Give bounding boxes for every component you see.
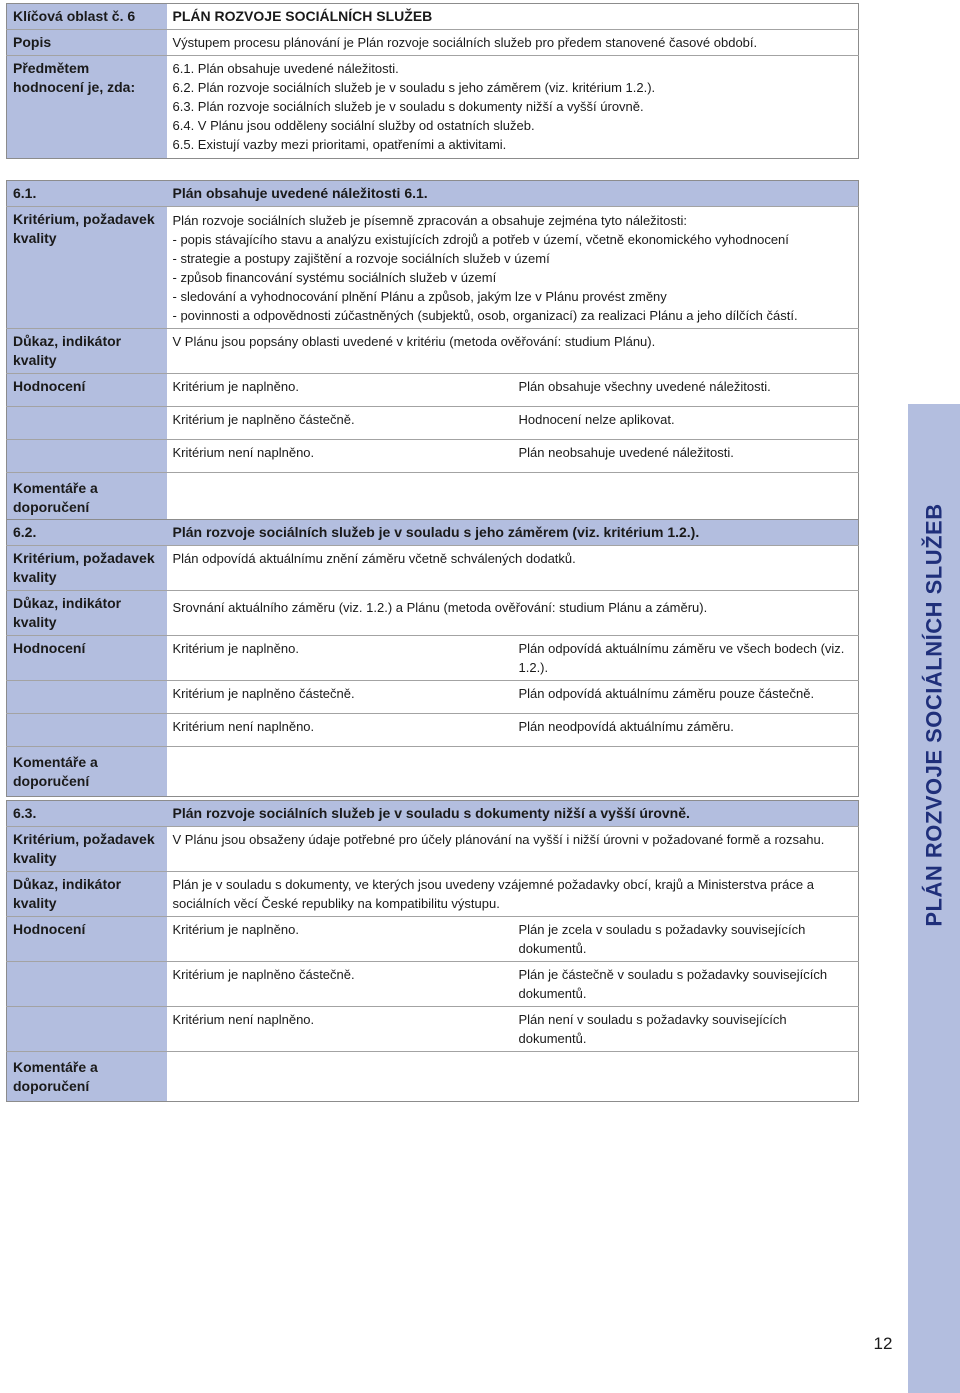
section-title: Plán rozvoje sociálních služeb je v souladu s jeho záměrem (viz. kritérium 1.2.). — [167, 520, 859, 546]
eval-partial-desc: Hodnocení nelze aplikovat. — [513, 407, 859, 440]
criterion-label: Kritérium, požadavek kvality — [7, 546, 167, 591]
criterion-line: - popis stávajícího stavu a analýzu existujících zdrojů a potřeb v území, včetně ekonomického vyhodnocení — [172, 232, 789, 247]
criterion-line: - sledování a vyhodnocování plnění Plánu a způsob, jakým lze v Plánu provést změny — [172, 289, 667, 304]
eval-not-met-desc: Plán není v souladu s požadavky souvisejících dokumentů. — [513, 1007, 859, 1052]
comments-field[interactable] — [167, 1052, 859, 1102]
criterion-text: V Plánu jsou obsaženy údaje potřebné pro účely plánování na vyšší i nižší úrovni v požadované formě a rozsahu. — [172, 832, 825, 847]
evaluation-label: Hodnocení — [7, 636, 167, 681]
criterion-line: - povinnosti a odpovědnosti zúčastněných (subjektů, osob, organizací) za realizaci Plánu a jeho dílčích částí. — [172, 308, 798, 323]
evaluation-label: Hodnocení — [7, 374, 167, 407]
page-number: 12 — [873, 1334, 893, 1353]
section-title: Plán obsahuje uvedené náležitosti 6.1. — [167, 181, 859, 207]
comments-label: Komentáře a doporučení — [7, 473, 167, 523]
eval-met-desc: Plán obsahuje všechny uvedené náležitosti. — [513, 374, 859, 407]
eval-met-desc: Plán odpovídá aktuálnímu záměru ve všech bodech (viz. 1.2.). — [513, 636, 859, 681]
section-number: 6.1. — [7, 181, 167, 207]
eval-partial: Kritérium je naplněno částečně. — [167, 407, 513, 440]
evaluation-label: Hodnocení — [7, 917, 167, 962]
comments-label: Komentáře a doporučení — [7, 747, 167, 797]
evidence-text: Srovnání aktuálního záměru (viz. 1.2.) a Plánu (metoda ověřování: studium Plánu a záměru). — [167, 591, 859, 636]
eval-partial: Kritérium je naplněno částečně. — [167, 681, 513, 714]
comments-field[interactable] — [167, 473, 859, 523]
eval-not-met-desc: Plán neobsahuje uvedené náležitosti. — [513, 440, 859, 473]
evidence-text: V Plánu jsou popsány oblasti uvedené v kritériu (metoda ověřování: studium Plánu). — [167, 329, 859, 374]
desc-text: Výstupem procesu plánování je Plán rozvoje sociálních služeb pro předem stanovené časové období. — [167, 30, 859, 56]
area-title: PLÁN ROZVOJE SOCIÁLNÍCH SLUŽEB — [167, 4, 859, 30]
evidence-label: Důkaz, indikátor kvality — [7, 329, 167, 374]
criterion-text — [167, 207, 859, 329]
eval-met: Kritérium je naplněno. — [167, 917, 513, 962]
section-6-3 — [6, 800, 859, 1102]
criterion-line: - strategie a postupy zajištění a rozvoje sociálních služeb v území — [172, 251, 550, 266]
comments-label: Komentáře a doporučení — [7, 1052, 167, 1102]
eval-not-met-desc: Plán neodpovídá aktuálnímu záměru. — [513, 714, 859, 747]
header-table — [6, 3, 859, 159]
comments-field[interactable] — [167, 747, 859, 797]
eval-met-desc: Plán je zcela v souladu s požadavky souvisejících dokumentů. — [513, 917, 859, 962]
section-number: 6.3. — [7, 801, 167, 827]
subject-item: 6.3. Plán rozvoje sociálních služeb je v souladu s dokumenty nižší a vyšší úrovně. — [172, 99, 644, 114]
eval-not-met: Kritérium není naplněno. — [167, 1007, 513, 1052]
criterion-text: Plán odpovídá aktuálnímu znění záměru včetně schválených dodatků. — [172, 551, 576, 566]
criterion-label: Kritérium, požadavek kvality — [7, 207, 167, 329]
evidence-text: Plán je v souladu s dokumenty, ve kterých jsou uvedeny vzájemné požadavky obcí, krajů a Ministerstva práce a sociálních věcí České republiky na kompatibilitu výstupu. — [167, 872, 859, 917]
subject-item: 6.2. Plán rozvoje sociálních služeb je v souladu s jeho záměrem (viz. kritérium 1.2.). — [172, 80, 656, 95]
subject-item: 6.5. Existují vazby mezi prioritami, opatřeními a aktivitami. — [172, 137, 507, 152]
eval-partial: Kritérium je naplněno částečně. — [167, 962, 513, 1007]
evidence-label: Důkaz, indikátor kvality — [7, 591, 167, 636]
area-label: Klíčová oblast č. 6 — [7, 4, 167, 30]
section-number: 6.2. — [7, 520, 167, 546]
section-6-2 — [6, 519, 859, 797]
criterion-line: - způsob financování systému sociálních služeb v území — [172, 270, 497, 285]
subject-item: 6.4. V Plánu jsou odděleny sociální služby od ostatních služeb. — [172, 118, 535, 133]
criterion-line: Plán rozvoje sociálních služeb je písemně zpracován a obsahuje zejména tyto náležitosti: — [172, 213, 688, 228]
eval-met: Kritérium je naplněno. — [167, 636, 513, 681]
eval-not-met: Kritérium není naplněno. — [167, 440, 513, 473]
section-title: Plán rozvoje sociálních služeb je v souladu s dokumenty nižší a vyšší úrovně. — [167, 801, 859, 827]
eval-partial-desc: Plán je částečně v souladu s požadavky souvisejících dokumentů. — [513, 962, 859, 1007]
section-6-1 — [6, 180, 859, 523]
eval-met: Kritérium je naplněno. — [167, 374, 513, 407]
subject-item: 6.1. Plán obsahuje uvedené náležitosti. — [172, 61, 399, 76]
criterion-label: Kritérium, požadavek kvality — [7, 827, 167, 872]
eval-not-met: Kritérium není naplněno. — [167, 714, 513, 747]
subject-list — [167, 56, 859, 159]
eval-partial-desc: Plán odpovídá aktuálnímu záměru pouze částečně. — [513, 681, 859, 714]
desc-label: Popis — [7, 30, 167, 56]
subject-label: Předmětem hodnocení je, zda: — [7, 56, 167, 159]
side-title: PLÁN ROZVOJE SOCIÁLNÍCH SLUŽEB — [921, 503, 947, 927]
evidence-label: Důkaz, indikátor kvality — [7, 872, 167, 917]
